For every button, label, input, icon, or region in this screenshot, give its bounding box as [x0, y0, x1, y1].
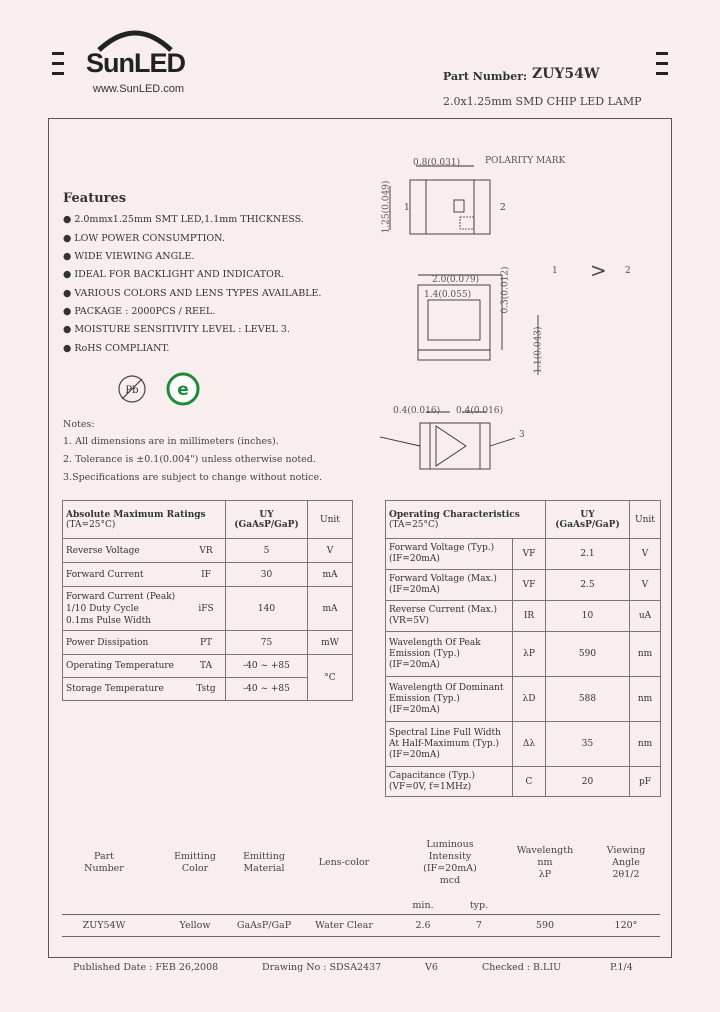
cell-min: 2.6 — [415, 920, 431, 931]
col-header-angle: Viewing Angle 2θ1/2 — [606, 845, 646, 880]
table-row: Reverse Voltage VR 5 V — [63, 539, 353, 563]
symbol-label: 1 — [552, 266, 558, 276]
table-row: Operating Temperature TA -40 ~ +85 °C — [63, 655, 353, 678]
dim-label: 1.25(0.049) — [381, 180, 392, 234]
corner-mark — [656, 72, 668, 75]
dim-label: 1.4(0.055) — [424, 290, 472, 300]
bullet-icon: ● — [63, 269, 72, 280]
col-header-material: Emitting Material — [243, 851, 285, 874]
col-header-min: min. — [412, 900, 434, 911]
table-row: Reverse Current (Max.) (VR=5V) IR 10 uA — [386, 601, 661, 632]
corner-mark — [52, 72, 64, 75]
absolute-max-table — [62, 500, 353, 701]
col-header-color: Emitting Color — [174, 851, 216, 874]
list-item: ● 2.0mmx1.25mm SMT LED,1.1mm THICKNESS. — [63, 214, 304, 225]
list-item: ● VARIOUS COLORS AND LENS TYPES AVAILABLE. — [63, 288, 322, 299]
table-row: Wavelength Of Dominant Emission (Typ.) (IF=20mA) λD 588 nm — [386, 677, 661, 722]
bullet-icon: ● — [63, 233, 72, 244]
divider — [62, 914, 660, 915]
note-item: 1. All dimensions are in millimeters (inches). — [63, 436, 279, 447]
pb-free-icon — [116, 373, 148, 405]
list-item: ● MOISTURE SENSITIVITY LEVEL : LEVEL 3. — [63, 324, 290, 335]
dim-label: 0.8(0.031) — [413, 158, 461, 168]
table-header: Operating Characteristics (TA=25°C) — [386, 501, 546, 539]
col-header-wavelength: Wavelength nm λP — [516, 845, 574, 880]
notes-title: Notes: — [63, 419, 95, 430]
divider — [62, 936, 660, 937]
list-item: ● LOW POWER CONSUMPTION. — [63, 233, 225, 244]
cell-angle: 120° — [614, 920, 638, 931]
table-header: UY (GaAsP/GaP) — [546, 501, 630, 539]
dim-label: 0.4(0.016) — [456, 406, 504, 416]
col-header-lens: Lens-color — [318, 857, 370, 868]
page-number: P.1/4 — [610, 962, 633, 973]
pin-label: 1 — [404, 203, 410, 213]
cell-lens: Water Clear — [315, 920, 373, 931]
symbol-label: 3 — [519, 430, 525, 440]
top-view-outline — [410, 180, 490, 234]
corner-mark — [52, 52, 64, 55]
table-row: Spectral Line Full Width At Half-Maximum (Typ.) (IF=20mA) Δλ 35 nm — [386, 722, 661, 767]
list-item: ● WIDE VIEWING ANGLE. — [63, 251, 195, 262]
corner-mark — [52, 62, 64, 65]
col-header-typ: typ. — [469, 900, 489, 911]
bullet-icon: ● — [63, 306, 72, 317]
corner-mark — [656, 52, 668, 55]
bullet-icon: ● — [63, 324, 72, 335]
cell-part: ZUY54W — [82, 920, 126, 931]
operating-char-table — [385, 500, 661, 797]
pb-label: Pb — [125, 385, 139, 396]
subtitle: 2.0x1.25mm SMD CHIP LED LAMP — [443, 95, 642, 108]
table-row: Wavelength Of Peak Emission (Typ.) (IF=20mA) λP 590 nm — [386, 632, 661, 677]
arrow-symbol: > — [590, 258, 607, 282]
list-item: ● RoHS COMPLIANT. — [63, 343, 170, 354]
version: V6 — [425, 962, 438, 973]
green-e-icon — [166, 372, 200, 406]
logo: SunLED — [86, 48, 185, 78]
table-header: Absolute Maximum Ratings (TA=25°C) — [63, 501, 226, 539]
table-row: Power Dissipation PT 75 mW — [63, 631, 353, 655]
cell-color: Yellow — [179, 920, 211, 931]
checked-by: Checked : B.LIU — [482, 962, 562, 973]
dim-label: 1.1(0.043) — [533, 326, 544, 374]
features-title: Features — [63, 191, 127, 206]
table-header: Unit — [308, 501, 353, 539]
table-row: Forward Voltage (Typ.) (IF=20mA) VF 2.1 V — [386, 539, 661, 570]
pin-label: 2 — [500, 203, 506, 213]
polarity-mark-label: POLARITY MARK — [485, 156, 566, 166]
symbol-label: 2 — [625, 266, 631, 276]
table-header-row — [386, 501, 661, 539]
list-item: ● PACKAGE : 2000PCS / REEL. — [63, 306, 216, 317]
bullet-icon: ● — [63, 251, 72, 262]
published-date: Published Date : FEB 26,2008 — [73, 962, 219, 973]
table-header: UY (GaAsP/GaP) — [226, 501, 308, 539]
note-item: 2. Tolerance is ±0.1(0.004") unless otherwise noted. — [63, 454, 316, 465]
dim-label: 0.3(0.012) — [500, 266, 511, 314]
cell-material: GaAsP/GaP — [236, 920, 292, 931]
website: www.SunLED.com — [93, 83, 185, 95]
table-row: Forward Current IF 30 mA — [63, 563, 353, 587]
table-header-row — [63, 501, 353, 539]
list-item: ● IDEAL FOR BACKLIGHT AND INDICATOR. — [63, 269, 285, 280]
table-row: Storage Temperature Tstg -40 ~ +85 — [63, 678, 353, 701]
cell-wavelength: 590 — [535, 920, 555, 931]
table-header: Unit — [630, 501, 661, 539]
e-label: e — [177, 380, 189, 400]
end-view-outline — [420, 423, 490, 469]
bullet-icon: ● — [63, 343, 72, 354]
part-number-label: Part Number: — [443, 70, 528, 83]
dim-label: 0.4(0.016) — [393, 406, 441, 416]
cell-typ: 7 — [475, 920, 483, 931]
dim-label: 2.0(0.079) — [432, 275, 480, 285]
bullet-icon: ● — [63, 214, 72, 225]
table-row: Capacitance (Typ.) (VF=0V, f=1MHz) C 20 pF — [386, 767, 661, 797]
col-header-part: Part Number — [84, 851, 124, 874]
col-header-luminous: Luminous Intensity (IF=20mA) mcd — [423, 839, 477, 886]
part-number: ZUY54W — [532, 66, 600, 82]
table-row: Forward Current (Peak) 1/10 Duty Cycle 0.1ms Pulse Width iFS 140 mA — [63, 587, 353, 631]
table-row: Forward Voltage (Max.) (IF=20mA) VF 2.5 V — [386, 570, 661, 601]
note-item: 3.Specifications are subject to change without notice. — [63, 472, 323, 483]
corner-mark — [656, 62, 668, 65]
bullet-icon: ● — [63, 288, 72, 299]
drawing-number: Drawing No : SDSA2437 — [262, 962, 382, 973]
